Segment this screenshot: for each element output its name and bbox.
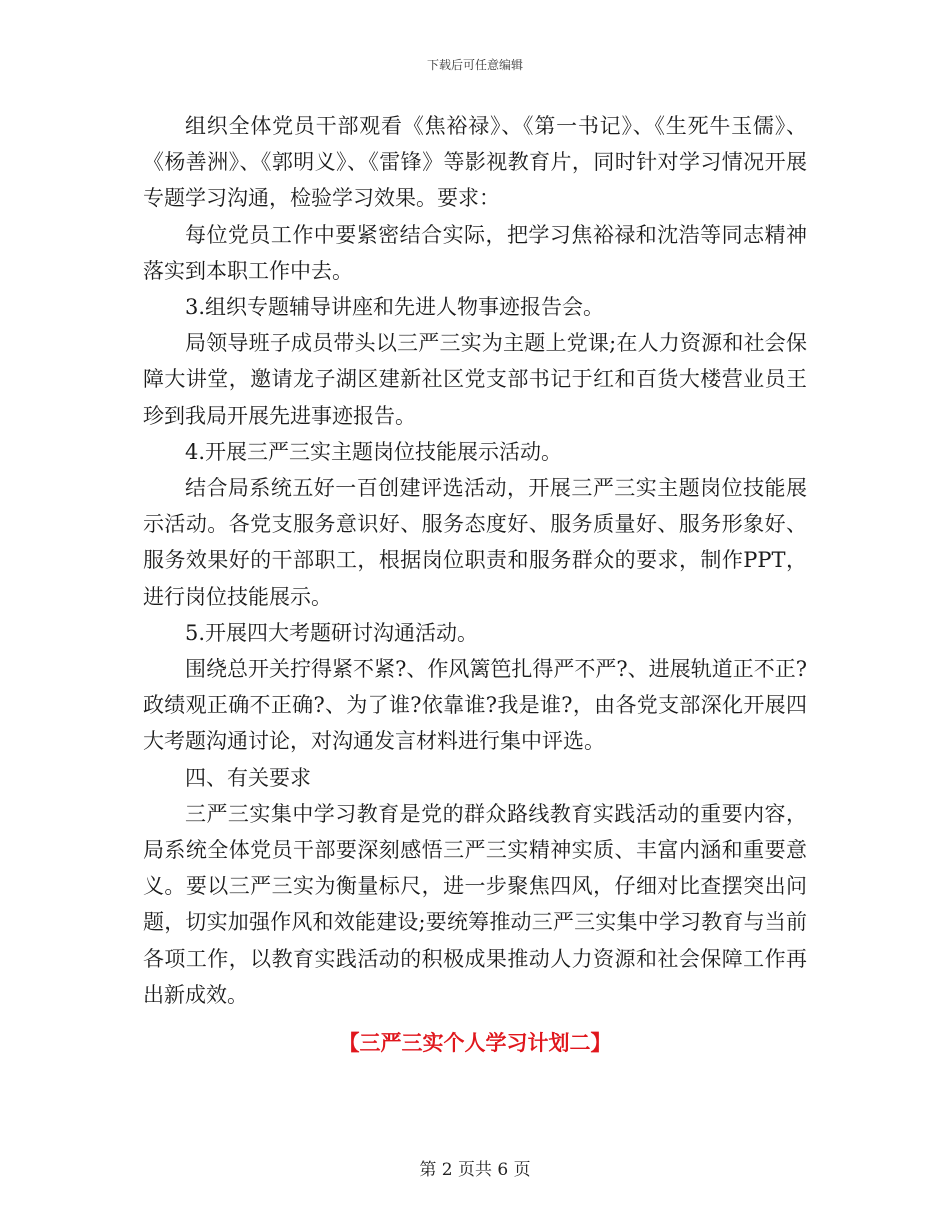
item-5-heading: 5.开展四大考题研讨沟通活动。: [185, 620, 479, 645]
page-footer: 第 2 页共 6 页: [419, 1160, 531, 1180]
paragraph-discussion: 围绕总开关拧得紧不紧?、作风篱笆扎得严不严?、进展轨道正不正?政绩观正确不正确?、为了谁?依靠谁?我是谁?，由各党支部深化开展四大考题沟通讨论，对沟通发言材料进行集中评选。: [143, 657, 807, 754]
item-3-heading: 3.组织专题辅导讲座和先进人物事迹报告会。: [185, 295, 605, 320]
paragraph-requirement: 每位党员工作中要紧密结合实际，把学习焦裕禄和沈浩等同志精神落实到本职工作中去。: [143, 222, 807, 283]
paragraph-requirements: 三严三实集中学习教育是党的群众路线教育实践活动的重要内容，局系统全体党员干部要深刻感悟三严三实精神实质、丰富内涵和重要意义。要以三严三实为衡量标尺，进一步聚焦四风，仔细对比查摆突出问题，切实加强作风和效能建设;要统筹推动三严三实集中学习教育与当前各项工作，以教育实践活动的积极成果推动人力资源和社会保障工作再出新成效。: [143, 801, 807, 1007]
paragraph-skills: 结合局系统五好一百创建评选活动，开展三严三实主题岗位技能展示活动。各党支服务意识好、服务态度好、服务质量好、服务形象好、服务效果好的干部职工，根据岗位职责和服务群众的要求，制作PPT，进行岗位技能展示。: [143, 476, 807, 609]
page-header: 下载后可任意编辑: [426, 58, 523, 72]
section-4-heading: 四、有关要求: [185, 765, 311, 790]
document-body: [143, 108, 807, 1061]
paragraph-screening: 组织全体党员干部观看《焦裕禄》、《第一书记》、《生死牛玉儒》、《杨善洲》、《郭明义》、《雷锋》等影视教育片，同时针对学习情况开展专题学习沟通，检验学习效果。要求：: [143, 114, 807, 211]
plan-two-title: 【三严三实个人学习计划二】: [338, 1030, 612, 1056]
paragraph-lectures: 局领导班子成员带头以三严三实为主题上党课;在人力资源和社会保障大讲堂，邀请龙子湖区建新社区党支部书记于红和百货大楼营业员王珍到我局开展先进事迹报告。: [143, 331, 807, 428]
item-4-heading: 4.开展三严三实主题岗位技能展示活动。: [185, 439, 563, 464]
